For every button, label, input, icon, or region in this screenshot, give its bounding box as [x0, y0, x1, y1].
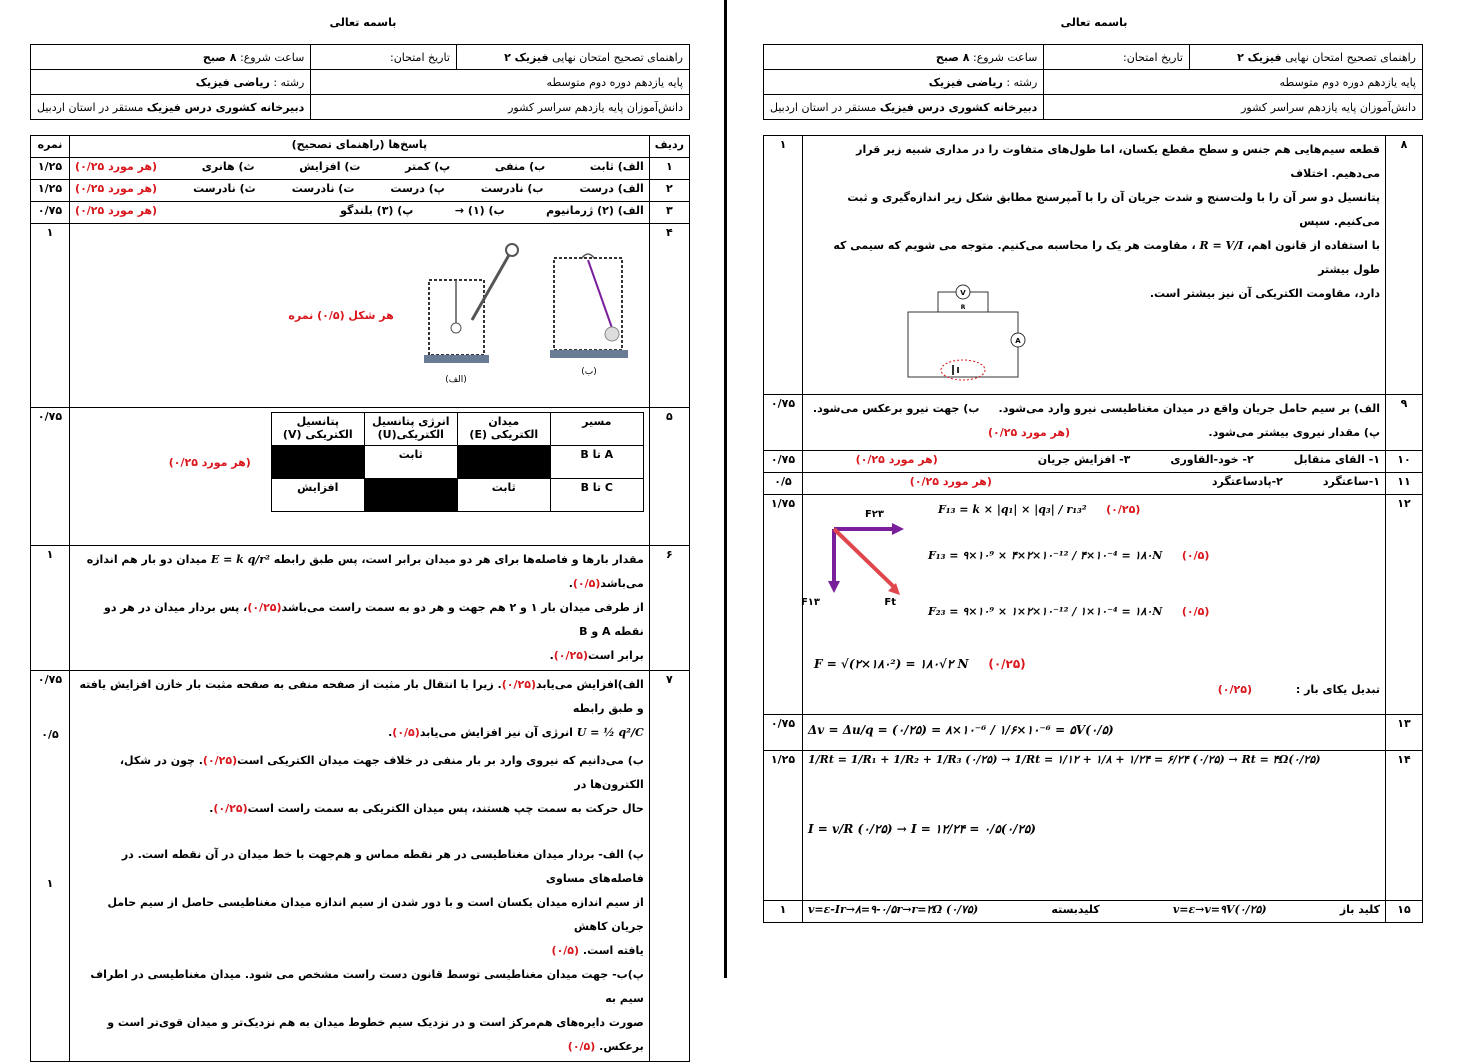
q7-score: ۰/۷۵ ۰/۵ ۱: [31, 671, 70, 1062]
q12-f2: F₁₃ = ۹×۱۰⁹ × ۴×۲×۱۰⁻¹² / ۴×۱۰⁻⁴ = ۱۸۰N: [928, 549, 1163, 562]
q5-h-e: میدان الکتریکی (E): [457, 413, 550, 446]
q12-f3-note: (۰/۵): [1181, 605, 1210, 618]
q9-answer: الف) بر سیم حامل جریان واقع در میدان مغناطیسی نیرو وارد می‌شود. ب) جهت نیرو برعکس می‌شود. پ) مقدار نیروی بیشتر می‌شود. (هر مورد ۰/۲۵): [803, 395, 1386, 451]
q4-answer: [70, 224, 650, 408]
q4-score: ۱: [31, 224, 70, 408]
q4-note: هر شکل (۰/۵) نمره: [288, 308, 394, 322]
q15-closed-formula: v=ε-Ir→۸=۹-۰/۵r→r=۲Ω (۰/۷۵): [808, 903, 979, 916]
q12-f4: F = √(۲×۱۸۰²) = ۱۸۰√۲ N: [814, 657, 969, 671]
q5-note: (هر مورد ۰/۲۵): [168, 455, 251, 469]
q13-score: ۰/۷۵: [764, 715, 803, 751]
q5-r2-path: C تا B: [550, 479, 643, 512]
q15-score: ۱: [764, 901, 803, 923]
start-time-right: ساعت شروع: ۸ صبح: [764, 45, 1044, 70]
grade: پایه یازدهم دوره دوم متوسطه: [311, 70, 690, 95]
q1-score: ۱/۲۵: [31, 158, 70, 180]
q11-score: ۰/۵: [764, 473, 803, 495]
q9-note: (هر مورد ۰/۲۵): [988, 426, 1071, 439]
start-time: ساعت شروع: ۸ صبح: [31, 45, 311, 70]
q15-number: ۱۵: [1386, 901, 1423, 923]
q5-r1-e: [457, 446, 550, 479]
exam-date: تاریخ امتحان:: [311, 45, 457, 70]
q2-score: ۱/۲۵: [31, 180, 70, 202]
q14-f1: 1/Rt = 1/R₁ + 1/R₂ + 1/R₃ (۰/۲۵) → 1/Rt = ۱/۱۲ + ۱/۸ + ۱/۲۴ = ۶/۲۴ (۰/۲۵) → Rt = ۴Ω(۰/۲۵): [808, 753, 1321, 766]
q13-answer: [803, 715, 1386, 751]
q2-answer: الف) درست ب) نادرست پ) درست ت) نادرست ث) نادرست (هر مورد ۰/۲۵): [70, 180, 650, 202]
q12-f2-note: (۰/۵): [1181, 549, 1210, 562]
q15-closed-label: کلیدبسته: [1051, 903, 1100, 916]
q5-r1-u: ثابت: [364, 446, 457, 479]
q5-h-path: مسیر: [550, 413, 643, 446]
q13-formula: Δv = Δu/q = (۰/۲۵) = ۸×۱۰⁻⁶ / ۱/۶×۱۰⁻⁶ = ۵V(۰/۵): [808, 723, 1114, 737]
q10-row: [764, 451, 1423, 473]
secretariat-right: دبیرخانه کشوری درس فیزیک مستقر در استان اردبیل: [764, 95, 1044, 120]
q8-score: ۱: [764, 136, 803, 395]
answers-table-right: [763, 135, 1423, 923]
bismillah-right: باسمه تعالی: [1060, 16, 1128, 29]
ammeter-label: A: [1015, 337, 1021, 345]
figure-a-electroscope: [414, 240, 524, 390]
q15-open-label: کلید باز: [1339, 903, 1380, 916]
force-vectors-figure: [800, 501, 914, 611]
figure-b-pendulum: [544, 250, 634, 380]
q5-score: ۰/۷۵: [31, 408, 70, 546]
q5-table: [271, 412, 644, 512]
q7-row: [31, 671, 690, 1062]
guide-title: راهنمای تصحیح امتحان نهایی فیزیک ۲: [456, 45, 689, 70]
q12-f3: F₂₃ = ۹×۱۰⁹ × ۱×۲×۱۰⁻¹² / ۱×۱۰⁻⁴ = ۱۸۰N: [928, 605, 1163, 618]
q12-row: [764, 495, 1423, 715]
q1-note: (هر مورد ۰/۲۵): [75, 160, 158, 173]
q12-unit-label: تبدیل یکای بار :: [1295, 683, 1380, 696]
q5-row: [31, 408, 690, 546]
q3-answer: الف) (۲) ژرمانیوم ب) (۱) → پ) (۳) بلندگو (هر مورد ۰/۲۵): [70, 202, 650, 224]
q1-answer: الف) ثابت ب) منفی پ) کمتر ت) افزایش ث) هانری (هر مورد ۰/۲۵): [70, 158, 650, 180]
q6-score: ۱: [31, 546, 70, 671]
q8-answer: قطعه سیم‌هایی هم جنس و سطح مقطع یکسان، اما طول‌های متفاوت را در مداری شبیه زیر قرار می‌دهیم. اختلاف پتانسیل دو سر آن را با ولت‌سنج و شدت جریان آن را با آمپرسنج مطابق شکل زیر اندازه‌گیری و ثبت می‌کنیم. سپس با استفاده از قانون اهم، R = V/I ، مقاومت هر یک را محاسبه می‌کنیم. متوجه می شویم که سیمی که طول بیشتر دارد، مقاومت الکتریکی آن نیز بیشتر است. V R A: [803, 136, 1386, 395]
q14-score: ۱/۲۵: [764, 751, 803, 901]
q9-score: ۰/۷۵: [764, 395, 803, 451]
q5-h-v: پتانسیل الکتریکی (V): [271, 413, 364, 446]
col-score: نمره: [31, 136, 70, 158]
students-right: دانش‌آموزان پایه یازدهم سراسر کشور: [1044, 95, 1423, 120]
resistor-label: R: [960, 304, 966, 311]
exam-header-right: [763, 44, 1423, 120]
answers-table-left: [30, 135, 690, 1062]
q5-number: ۵: [649, 408, 689, 546]
q2-note: (هر مورد ۰/۲۵): [75, 182, 158, 195]
grade-right: پایه یازدهم دوره دوم متوسطه: [1044, 70, 1423, 95]
col-row: ردیف: [649, 136, 689, 158]
bismillah: باسمه تعالی: [329, 16, 397, 29]
circuit-figure: [898, 282, 1038, 392]
q7-number: ۷: [649, 671, 689, 1062]
q3-row: [31, 202, 690, 224]
q15-open-formula: v=ε→v=۹V(۰/۲۵): [1172, 903, 1267, 916]
q12-f1: F₁₃ = k × |q₁| × |q₃| / r₁₃²: [938, 503, 1087, 516]
q6-answer: مقدار بارها و فاصله‌ها برای هر دو میدان برابر است، پس طبق رابطه E = k q/r² میدان دو بار هم اندازه می‌باشد(۰/۵). از طرفی میدان بار ۱ و ۲ هم جهت و هر دو به سمت راست می‌باشد(۰/۲۵)، پس بردار میدان در هر دو نقطه A و B برابر است(۰/۲۵).: [70, 546, 650, 671]
q14-answer: [803, 751, 1386, 901]
q6-formula: E = k q/r²: [210, 553, 270, 566]
ohm-formula: R = V/I: [1199, 239, 1244, 252]
q14-row: [764, 751, 1423, 901]
secretariat: دبیرخانه کشوری درس فیزیک مستقر در استان اردبیل: [31, 95, 311, 120]
q13-number: ۱۳: [1386, 715, 1423, 751]
q5-r2-e: ثابت: [457, 479, 550, 512]
q4-row: [31, 224, 690, 408]
q8-number: ۸: [1386, 136, 1423, 395]
figure-a-label: (الف): [444, 375, 467, 385]
q3-note: (هر مورد ۰/۲۵): [75, 204, 158, 217]
label-ft: Ft: [884, 597, 896, 608]
guide-title-right: راهنمای تصحیح امتحان نهایی فیزیک ۲: [1189, 45, 1422, 70]
q1-row: [31, 158, 690, 180]
q1-number: ۱: [649, 158, 689, 180]
q5-r1-v: [271, 446, 364, 479]
q15-answer: [803, 901, 1386, 923]
q10-number: ۱۰: [1386, 451, 1423, 473]
page-right: [731, 0, 1457, 978]
exam-date-right: تاریخ امتحان:: [1044, 45, 1190, 70]
q5-r2-v: افزایش: [271, 479, 364, 512]
q9-row: [764, 395, 1423, 451]
field-right: رشته : ریاضی فیزیک: [764, 70, 1044, 95]
q11-row: [764, 473, 1423, 495]
q8-row: [764, 136, 1423, 395]
q5-answer: [70, 408, 650, 546]
q7-formula: U = ½ q²/C: [576, 726, 644, 739]
q12-number: ۱۲: [1386, 495, 1423, 715]
q11-number: ۱۱: [1386, 473, 1423, 495]
q12-f4-note: (۰/۲۵): [988, 657, 1026, 671]
q2-number: ۲: [649, 180, 689, 202]
q12-f1-note: (۰/۲۵): [1106, 503, 1141, 516]
q12-score: ۱/۷۵: [764, 495, 803, 715]
label-f13: F۱۳: [800, 597, 820, 608]
q5-r1-path: A تا B: [550, 446, 643, 479]
q3-score: ۰/۷۵: [31, 202, 70, 224]
students: دانش‌آموزان پایه یازدهم سراسر کشور: [311, 95, 690, 120]
q12-unit-note: (۰/۲۵): [1217, 683, 1252, 696]
label-f23: F۲۳: [864, 509, 884, 520]
q4-number: ۴: [649, 224, 689, 408]
q10-answer: ۱- القای متقابل ۲- خود-القاوری ۳- افزایش جریان (هر مورد ۰/۲۵): [803, 451, 1386, 473]
q13-row: [764, 715, 1423, 751]
q6-row: [31, 546, 690, 671]
q11-note: (هر مورد ۰/۲۵): [909, 475, 992, 488]
q2-row: [31, 180, 690, 202]
q14-f2: I = v/R (۰/۲۵) → I = ۱۲/۲۴ = ۰/۵(۰/۲۵): [808, 822, 1036, 836]
q5-h-u: انرژی پتانسیل الکتریکی(U): [364, 413, 457, 446]
voltmeter-label: V: [960, 289, 966, 297]
q15-row: [764, 901, 1423, 923]
figure-b-label: (ب): [581, 367, 597, 377]
page-left: [0, 0, 726, 1053]
exam-header: [30, 44, 690, 120]
q9-number: ۹: [1386, 395, 1423, 451]
q11-answer: ۱-ساعتگرد ۲-پادساعتگرد (هر مورد ۰/۲۵): [803, 473, 1386, 495]
q5-r2-u: [364, 479, 457, 512]
q12-answer: [800, 495, 1386, 715]
q7-answer: الف)افزایش می‌یابد(۰/۲۵). زیرا با انتقال بار مثبت از صفحه منفی به صفحه مثبت بار خازن افزایش یافته و طبق رابطه U = ½ q²/C انرژی آن نیز افزایش می‌یابد(۰/۵). ب) می‌دانیم که نیروی وارد بر بار منفی در خلاف جهت میدان الکتریکی است(۰/۲۵). چون در شکل، الکترون‌ها در حال حرکت به سمت چپ هستند، پس میدان الکتریکی به سمت راست است(۰/۲۵). پ) الف- بردار میدان مغناطیسی در هر نقطه مماس و هم‌جهت با خط میدان در آن نقطه است. در فاصله‌های مساوی از سیم اندازه میدان یکسان است و با دور شدن از سیم اندازه میدان مغناطیسی حاصل از سیم حامل جریان کاهش یافته است. (۰/۵) پ)ب- جهت میدان مغناطیسی توسط قانون دست راست مشخص می شود. میدان مغناطیسی در اطراف سیم به صورت دایره‌های هم‌مرکز است و در نزدیک سیم خطوط میدان به هم نزدیک‌تر و میدان قوی‌تر است و برعکس. (۰/۵): [70, 671, 650, 1062]
q6-number: ۶: [649, 546, 689, 671]
field: رشته : ریاضی فیزیک: [31, 70, 311, 95]
col-answers: پاسخ‌ها (راهنمای تصحیح): [70, 136, 650, 158]
q3-number: ۳: [649, 202, 689, 224]
q10-score: ۰/۷۵: [764, 451, 803, 473]
q14-number: ۱۴: [1386, 751, 1423, 901]
q10-note: (هر مورد ۰/۲۵): [855, 453, 938, 466]
